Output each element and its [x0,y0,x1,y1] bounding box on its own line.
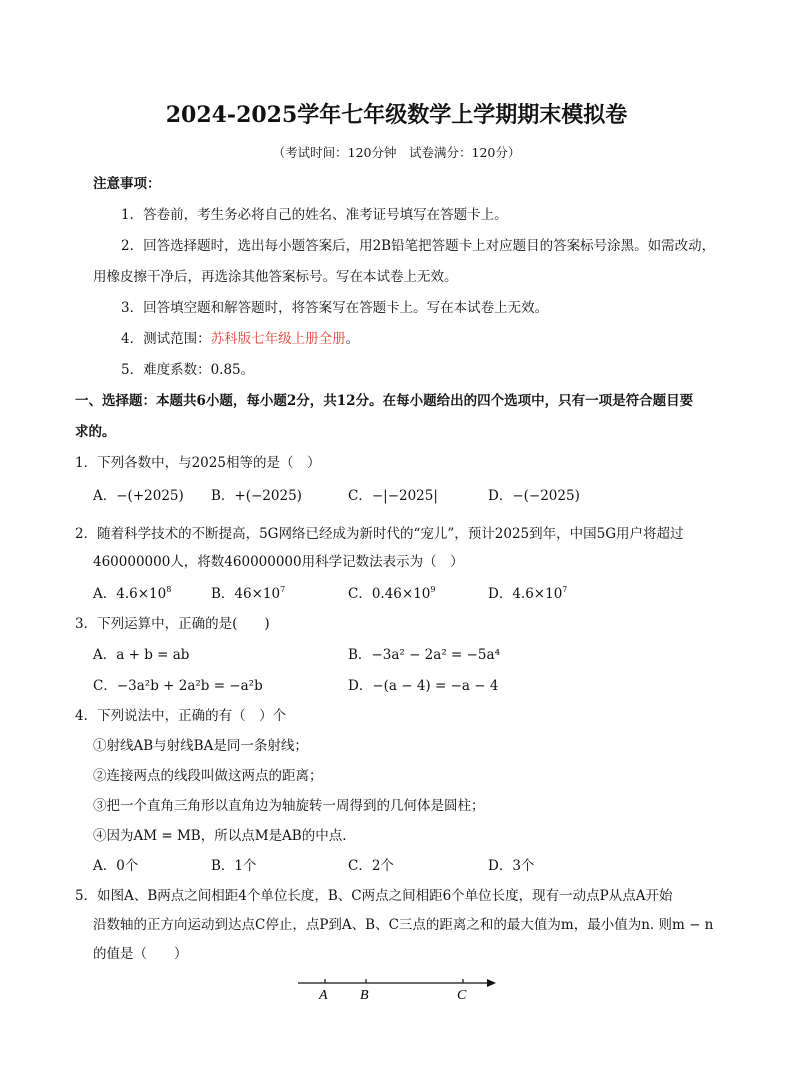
note-4-suffix: 。 [345,331,360,347]
q4-option-c: C．2个 [348,858,394,874]
q2-option-c: C．$0.46\times 10^9$ [348,585,436,602]
q2-stem-cont: 460000000人，将数460000000用科学记数法表示为（ ） [93,554,464,570]
q1-option-b: B．+(−2025) [211,488,302,504]
point-b-label: B [360,988,369,1003]
q4-statement-3: ③把一个直角三角形以直角边为轴旋转一周得到的几何体是圆柱； [93,798,485,814]
q5-stem: 5．如图A、B两点之间相距4个单位长度，B、C两点之间相距6个单位长度，现有一动点P从点A开始 [75,888,673,904]
q2-stem: 2．随着科学技术的不断提高，5G网络已经成为新时代的“宠儿”，预计2025到年，中国5G用户将超过 [75,526,684,542]
test-range: 苏科版七年级上册全册 [210,331,346,347]
q5-stem-cont: 沿数轴的正方向运动到达点C停止，点P到A、B、C三点的距离之和的最大值为m，最小值为n. 则m − n [93,917,714,933]
q1-option-d: D．−(−2025) [488,488,580,504]
page-title: 2024-2025学年七年级数学上学期期末模拟卷 [165,102,628,128]
q3-option-c: C．−3a²b + 2a²b = −a²b [93,678,263,694]
point-a-label: A [319,988,328,1003]
q4-option-d: D．3个 [488,858,535,874]
q2-option-b: B．$46\times 10^7$ [211,585,286,602]
q3-option-a: A．a + b = ab [93,647,190,663]
point-c-label: C [457,988,467,1003]
exam-info: （考试时间：120分钟 试卷满分：120分） [272,145,521,160]
q3-stem: 3．下列运算中，正确的是( ) [75,616,270,632]
note-3: 3．回答填空题和解答题时，将答案写在答题卡上。写在本试卷上无效。 [121,300,549,316]
q3-option-d: D．−(a − 4) = −a − 4 [348,678,499,694]
q4-option-b: B．1个 [211,858,257,874]
note-4-prefix: 4．测试范围： [121,331,211,347]
q4-statement-2: ②连接两点的线段叫做这两点的距离； [93,768,323,784]
q4-stem: 4．下列说法中，正确的有（ ）个 [75,708,287,724]
note-5: 5．难度系数：0.85。 [121,362,255,378]
q2-option-d: D．$4.6\times 10^7$ [488,585,568,602]
q3-option-b: B．−3a² − 2a² = −5a⁴ [348,647,500,663]
q4-statement-1: ①射线AB与射线BA是同一条射线； [93,738,308,754]
q1-option-c: C．−|−2025| [348,488,438,504]
number-line-arrow [487,979,496,987]
q2-option-a: A．$4.6\times 10^8$ [93,585,172,602]
q4-statement-4: ④因为AM = MB，所以点M是AB的中点. [93,828,347,844]
section-1-heading-cont: 求的。 [75,424,116,440]
section-1-heading: 一、选择题：本题共6小题，每小题2分，共12分。在每小题给出的四个选项中，只有一项是符合题目要 [75,393,694,409]
note-2-cont: 用橡皮擦干净后，再选涂其他答案标号。写在本试卷上无效。 [93,269,458,285]
q4-option-a: A．0个 [93,858,139,874]
q5-stem-end: 的值是（ ） [93,946,188,962]
note-2: 2．回答选择题时，选出每小题答案后，用2B铅笔把答题卡上对应题目的答案标号涂黑。如需改动， [121,238,716,254]
note-1: 1．答卷前，考生务必将自己的姓名、准考证号填写在答题卡上。 [121,207,508,223]
q1-option-a: A．−(+2025) [93,488,184,504]
q1-stem: 1．下列各数中，与2025相等的是（ ） [75,455,321,471]
notes-heading: 注意事项： [93,176,161,192]
